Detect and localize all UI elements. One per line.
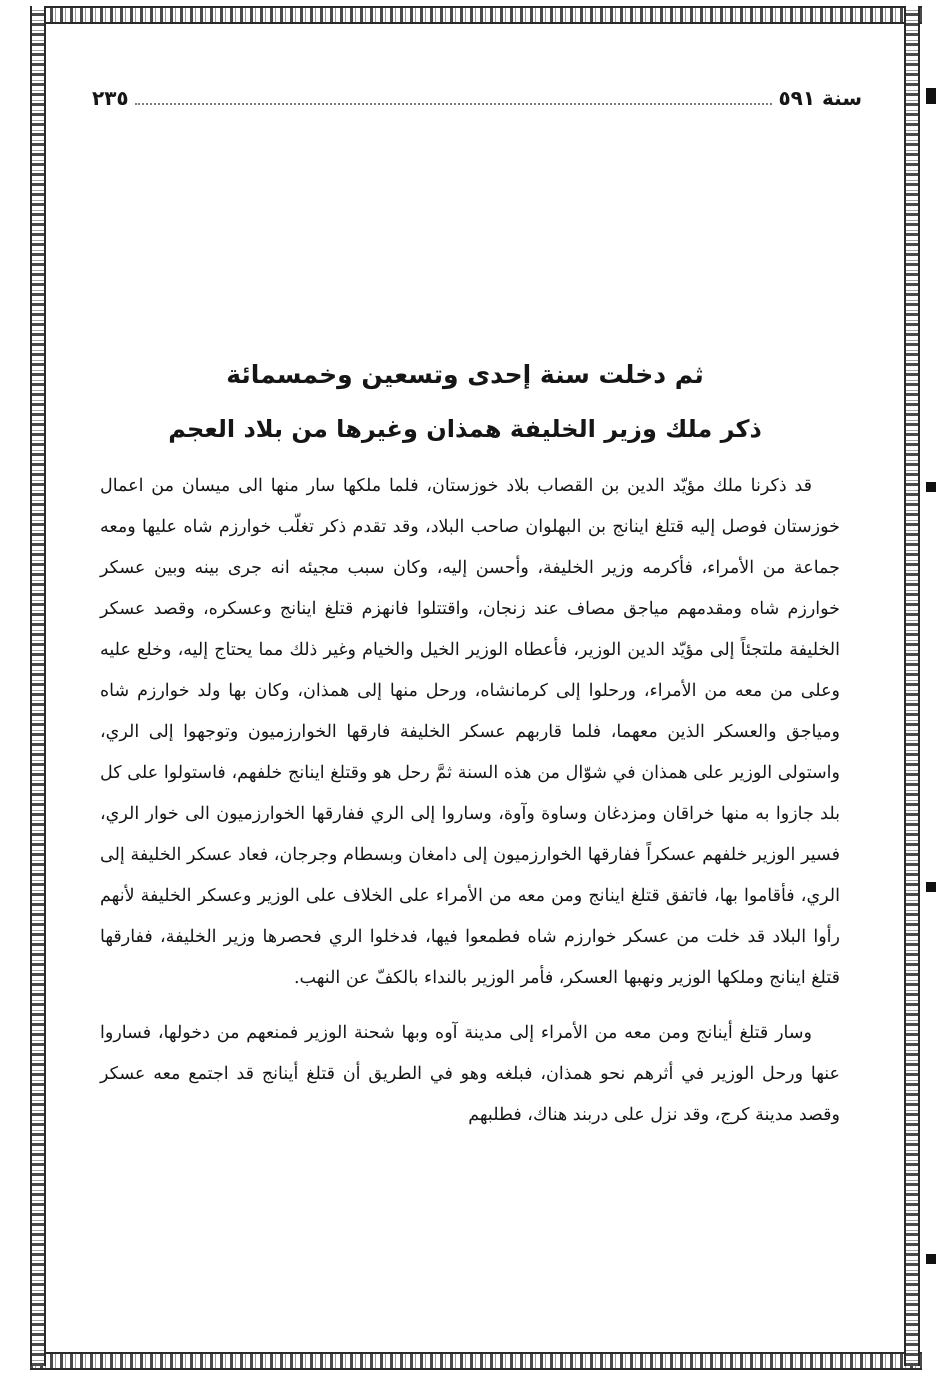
border-bottom [30,1352,922,1370]
border-left [30,6,46,1366]
running-head-year: سنة ٥٩١ [778,86,862,110]
paragraph: قد ذكرنا ملك مؤيّد الدين بن القصاب بلاد خوزستان، فلما ملكها سار منها الى ميسان من اعمال خوزستان فوصل إليه قتلغ اينانج بن البهلوان صاحب البلاد، وقد تقدم ذكر تغلّب خوارزم شاه عليها ومعه جماعة من الأمراء، فأكرمه وزير الخليفة، وأحسن إليه، وكان سبب مجيئه انه جرى بينه وبين عسكر خوارزم شاه ومقدمهم مياجق مصاف عند زنجان، واقتتلوا فانهزم قتلغ اينانج وعسكره، وقصد عسكر الخليفة ملتجئاً إلى مؤيّد الدين الوزير، فأعطاه الوزير الخيل والخيام وغير ذلك مما يحتاج إليه، وخلع عليه وعلى من معه من الأمراء، ورحلوا إلى كرمانشاه، ورحل منها إلى همذان، وكان بها ولد خوارزم شاه ومياجق والعسكر الذين معهما، فلما قاربهم عسكر الخليفة فارقها الخوارزميون وتوجهوا إلى الري، واستولى الوزير على همذان في شوّال من هذه السنة ثمَّ رحل هو وقتلغ اينانج خلفهم، فاستولوا على كل بلد جازوا به منها خراقان ومزدغان وساوة وآوة، وساروا إلى الري ففارقها الخوارزميون الى خوار الري، فسير الوزير خلفهم عسكراً ففارقها الخوارزميون إلى دامغان وبسطام وجرجان، فعاد عسكر الخليفة إلى الري، فأقاموا بها، فاتفق قتلغ اينانج ومن معه من الأمراء على الخلاف على الوزير وعسكر الخليفة لأنهم رأوا البلاد قد خلت من عسكر خوارزم شاه فطمعوا فيها، فدخلوا الري فحصرها وزير الخليفة، ففارقها قتلغ اينانج وملكها الوزير ونهبها العسكر، فأمر الوزير بالنداء بالكفّ عن النهب. [100,476,840,988]
dot-leader [135,93,773,105]
edge-marker [926,882,936,892]
page-number: ٢٣٥ [92,86,129,110]
edge-marker [926,1254,936,1264]
border-right [904,6,920,1366]
section-title: ذكر ملك وزير الخليفة همذان وغيرها من بلاد العجم [168,415,762,443]
border-top [30,6,922,24]
body-text [100,466,840,1136]
edge-marker [926,88,936,104]
edge-marker [926,482,936,492]
chapter-title: ثم دخلت سنة إحدى وتسعين وخمسمائة [226,360,704,389]
headings [90,350,840,454]
running-head [92,86,862,120]
paragraph: وسار قتلغ أينانج ومن معه من الأمراء إلى مدينة آوه وبها شحنة الوزير فمنعهم من دخولها، فساروا عنها ورحل الوزير في أثرهم نحو همذان، فبلغه وهو في الطريق أن قتلغ أينانج قد اجتمع معه عسكر وقصد مدينة كرج، وقد نزل على دربند هناك، فطلبهم [100,1023,840,1125]
